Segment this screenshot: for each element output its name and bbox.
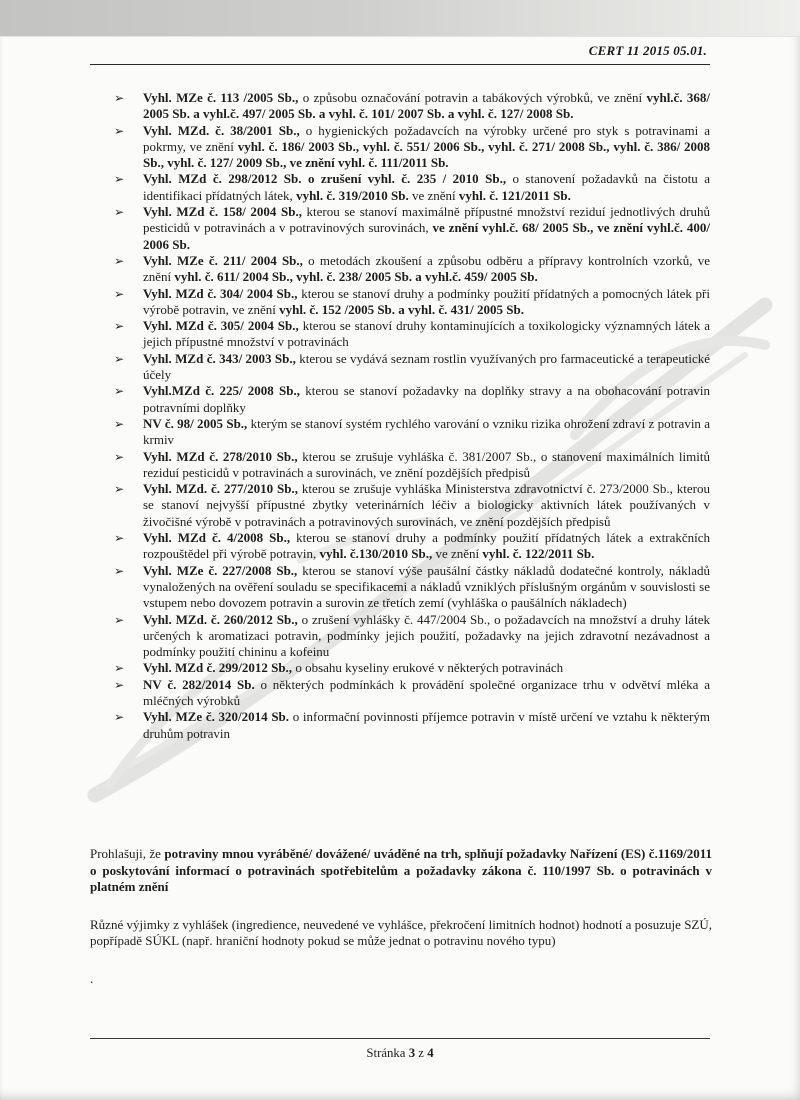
text-segment: o hygienických požadavcích na výrobky určené pro styk s potravinami a pokrmy, ve znění xyxy=(143,122,710,154)
bullet-arrow-icon: ➢ xyxy=(114,563,125,578)
bold-text-segment: Vyhl. MZd. č. 260/2012 Sb., xyxy=(143,611,298,627)
bold-text-segment: Vyhl. MZe č. 227/2008 Sb., xyxy=(143,562,298,578)
bold-text-segment: vyhl. č. 152 /2005 Sb. a vyhl. č. 431/ 2005 Sb. xyxy=(279,301,524,317)
bold-text-segment: Vyhl. MZe č. 320/2014 Sb. xyxy=(143,709,290,725)
text-segment: kterou se stanoví požadavky na doplňky stravy a na obohacování potravin potravními doplňky xyxy=(143,383,710,415)
bullet-arrow-icon: ➢ xyxy=(114,449,125,464)
bold-text-segment: NV č. 282/2014 Sb. xyxy=(143,676,255,692)
list-item-text xyxy=(143,660,563,675)
declaration-paragraph xyxy=(90,846,712,896)
bullet-arrow-icon: ➢ xyxy=(114,205,125,220)
text-segment: . xyxy=(90,970,94,986)
bold-text-segment: Vyhl. MZd č. 299/2012 Sb., xyxy=(143,660,293,676)
bold-text-segment: Vyhl. MZd č. 343/ 2003 Sb., xyxy=(143,350,296,366)
list-item xyxy=(113,660,710,676)
list-item xyxy=(113,123,710,172)
footer-divider xyxy=(90,1038,710,1039)
bold-text-segment: Vyhl. MZe č. 113 /2005 Sb., xyxy=(143,90,299,105)
bold-text-segment: Vyhl. MZd č. 298/2012 Sb. o zrušení vyhl. č. 235 / 2010 Sb., xyxy=(143,171,507,187)
bold-text-segment: ve znění vyhl.č. 68/ 2005 Sb., ve znění vyhl.č. 400/ 2006 Sb. xyxy=(143,220,711,252)
text-segment: o metodách zkoušení a způsobu odběru a přípravy kontrolních vzorků, ve znění xyxy=(143,252,711,285)
list-item-text xyxy=(143,481,710,529)
regulation-list xyxy=(113,90,710,742)
list-item-text xyxy=(143,123,710,171)
list-item-text xyxy=(143,416,710,447)
text-segment: kterou se zrušuje vyhláška č. 381/2007 Sb., o stanovení maximálních limitů reziduí pesticidů v potravinách a surovinách, ve znění pozdějších předpisů xyxy=(143,448,710,480)
bullet-arrow-icon: ➢ xyxy=(114,612,125,627)
text-segment: o stanovení požadavků na čistotu a identifikaci přídatných látek, xyxy=(143,171,710,203)
bullet-arrow-icon: ➢ xyxy=(114,384,125,399)
text-segment: o informační povinnosti příjemce potravin v místě určení ve vztahu k některým druhům potravin xyxy=(143,709,710,741)
stray-dot xyxy=(90,971,712,988)
bold-text-segment: Vyhl. MZd. č. 38/2001 Sb., xyxy=(143,122,300,138)
bullet-arrow-icon: ➢ xyxy=(114,482,125,497)
text-segment: kterou se stanoví druhy a podmínky použití přídatných látek a extrakčních rozpouštědel při výrobě potravin, xyxy=(143,530,710,562)
list-item-text xyxy=(143,383,710,414)
list-item-text xyxy=(143,709,710,740)
list-item xyxy=(113,416,710,449)
bullet-arrow-icon: ➢ xyxy=(114,416,125,431)
page-number xyxy=(90,1046,710,1061)
list-item-text xyxy=(143,530,710,561)
bullet-arrow-icon: ➢ xyxy=(114,677,125,692)
bullet-arrow-icon: ➢ xyxy=(114,319,125,334)
list-item xyxy=(113,286,710,319)
text-segment: o způsobu označování potravin a tabákových výrobků, ve znění xyxy=(298,90,647,105)
bullet-arrow-icon: ➢ xyxy=(114,710,125,725)
bold-text-segment: vyhl. č. 186/ 2003 Sb., vyhl. č. 551/ 2006 Sb., vyhl. č. 271/ 2008 Sb., vyhl. č. 386/ 2008 Sb., vyhl. č. 127/ 2009 Sb., ve znění vyhl. č. 111/2011 Sb. xyxy=(143,138,710,171)
bullet-arrow-icon: ➢ xyxy=(114,123,125,138)
bullet-arrow-icon: ➢ xyxy=(114,91,125,105)
list-item xyxy=(113,253,710,286)
bold-text-segment: vyhl. č.130/2010 Sb., xyxy=(319,546,433,562)
scan-edge-artifact xyxy=(0,0,800,37)
bold-text-segment: Vyhl.MZd č. 225/ 2008 Sb., xyxy=(143,383,301,399)
bullet-arrow-icon: ➢ xyxy=(114,531,125,546)
bold-text-segment: vyhl. č. 611/ 2004 Sb., vyhl. č. 238/ 2005 Sb. a vyhl.č. 459/ 2005 Sb. xyxy=(174,269,538,285)
bullet-arrow-icon: ➢ xyxy=(114,172,125,187)
list-item-text xyxy=(143,318,710,349)
bold-text-segment: NV č. 98/ 2005 Sb., xyxy=(143,415,248,431)
text-segment: kterou se stanoví výše paušální částky nákladů dodatečné kontroly, nákladů vynaložených na ověření souladu se specifikacemi a nákladů vzniklých příslušným orgánům v souvislosti se vstupem nebo dovozem potravin a surovin ze třetích zemí (vyhláška o paušálních nákladech) xyxy=(143,562,710,611)
exceptions-paragraph xyxy=(90,917,712,950)
list-item xyxy=(113,90,710,123)
list-item-text xyxy=(143,351,710,382)
document-reference: CERT 11 2015 05.01. xyxy=(588,43,707,58)
bold-text-segment: Vyhl. MZe č. 211/ 2004 Sb., xyxy=(143,252,303,268)
bold-text-segment: Vyhl. MZd č. 4/2008 Sb., xyxy=(143,530,291,546)
list-item-text xyxy=(143,612,710,660)
bullet-arrow-icon: ➢ xyxy=(114,286,125,301)
text-segment: Stránka xyxy=(366,1046,409,1060)
text-segment: z xyxy=(415,1046,428,1060)
bold-text-segment: Vyhl. MZd č. 304/ 2004 Sb., xyxy=(143,285,298,301)
list-item-text xyxy=(143,204,710,252)
list-item xyxy=(113,563,710,612)
list-item xyxy=(113,204,710,253)
bold-text-segment: 4 xyxy=(427,1046,434,1060)
list-item xyxy=(113,530,710,563)
list-item-text xyxy=(143,286,710,317)
bold-text-segment: Vyhl. MZd č. 305/ 2004 Sb., xyxy=(143,318,299,334)
list-item-text xyxy=(143,563,710,611)
list-item xyxy=(113,383,710,416)
list-item xyxy=(113,709,710,742)
list-item-text xyxy=(143,171,710,202)
text-segment: o zrušení vyhlášky č. 447/2004 Sb., o požadavcích na množství a druhy látek určených k aromatizaci potravin, podmínky jejich použití, požadavky na jejich zdravotní nezávadnost a podmínky použití chininu a kofeinu xyxy=(143,611,710,660)
list-item xyxy=(113,481,710,530)
bold-text-segment: vyhl.č. 368/ 2005 Sb. a vyhl.č. 497/ 2005 Sb. a vyhl. č. 101/ 2007 Sb. a vyhl. č. 127/ 2008 Sb. xyxy=(143,90,710,122)
list-item-text xyxy=(143,677,710,708)
list-item xyxy=(113,351,710,384)
text-segment: Prohlašuji, že xyxy=(90,846,165,861)
text-segment: kterou se stanoví druhy kontaminujících a toxikologicky významných látek a jejich přípustné množství v potravinách xyxy=(143,318,710,350)
list-item-text xyxy=(143,449,710,480)
bullet-arrow-icon: ➢ xyxy=(114,661,125,676)
list-item xyxy=(113,318,710,351)
bold-text-segment: Vyhl. MZd. č. 277/2010 Sb., xyxy=(143,481,298,497)
header-divider xyxy=(90,64,710,65)
text-segment: o některých podmínkách k provádění společné organizace trhu v odvětví mléka a mléčných výrobků xyxy=(143,676,710,708)
text-segment: ve znění xyxy=(408,187,459,203)
text-segment: ve znění xyxy=(432,546,483,562)
text-segment: o obsahu kyseliny erukové v některých potravinách xyxy=(292,660,564,676)
closing-section xyxy=(90,846,712,987)
text-segment: kterou se vydává seznam rostlin využívaných pro farmaceutické a terapeutické účely xyxy=(143,350,710,383)
list-item xyxy=(113,612,710,661)
text-segment: kterým se stanoví systém rychlého varování o vzniku rizika ohrožení zdraví z potravin a krmiv xyxy=(143,415,710,448)
text-segment: kterou se zrušuje vyhláška Ministerstva zdravotnictví č. 273/2000 Sb., kterou se stanoví nejvyšší přípustné zbytky veterinárních léčiv a biologicky aktivních látek používaných v živočišné výrobě v potravinách a potravinových surovinách, ve znění pozdějších předpisů xyxy=(143,481,710,529)
list-item xyxy=(113,171,710,204)
bold-text-segment: potraviny mnou vyráběné/ dovážené/ uváděné na trh, splňují požadavky Nařízení (ES) č.1169/2011 o poskytování informací o potravinách spotřebitelům a požadavky zákona č. 110/1997 Sb. o potravinách v platném znění xyxy=(90,846,713,894)
list-item-text xyxy=(143,253,710,284)
text-segment: Různé výjimky z vyhlášek (ingredience, neuvedené ve vyhlášce, překročení limitních hodnot) hodnotí a posuzuje SZÚ, popřípadě SÚKL (např. hraniční hodnoty pokud se může jednat o potravinu nového typu) xyxy=(90,916,712,948)
bold-text-segment: 3 xyxy=(408,1046,416,1060)
bold-text-segment: vyhl. č. 319/2010 Sb. xyxy=(296,187,409,203)
bullet-arrow-icon: ➢ xyxy=(114,253,125,268)
list-item xyxy=(113,449,710,482)
bold-text-segment: vyhl. č. 121/2011 Sb. xyxy=(458,187,571,203)
bullet-arrow-icon: ➢ xyxy=(114,351,125,366)
text-segment: kterou se stanoví maximálně přípustné množství reziduí jednotlivých druhů pesticidů v potravinách a v potravinových surovinách, xyxy=(143,204,710,236)
bold-text-segment: vyhl. č. 122/2011 Sb. xyxy=(482,546,595,562)
bold-text-segment: Vyhl. MZd č. 158/ 2004 Sb., xyxy=(143,204,302,220)
list-item-text xyxy=(143,90,710,121)
text-segment: kterou se stanoví druhy a podmínky použití přídatných a pomocných látek při výrobě potravin, ve znění xyxy=(143,285,710,317)
bold-text-segment: Vyhl. MZd č. 278/2010 Sb., xyxy=(143,448,298,464)
list-item xyxy=(113,677,710,710)
